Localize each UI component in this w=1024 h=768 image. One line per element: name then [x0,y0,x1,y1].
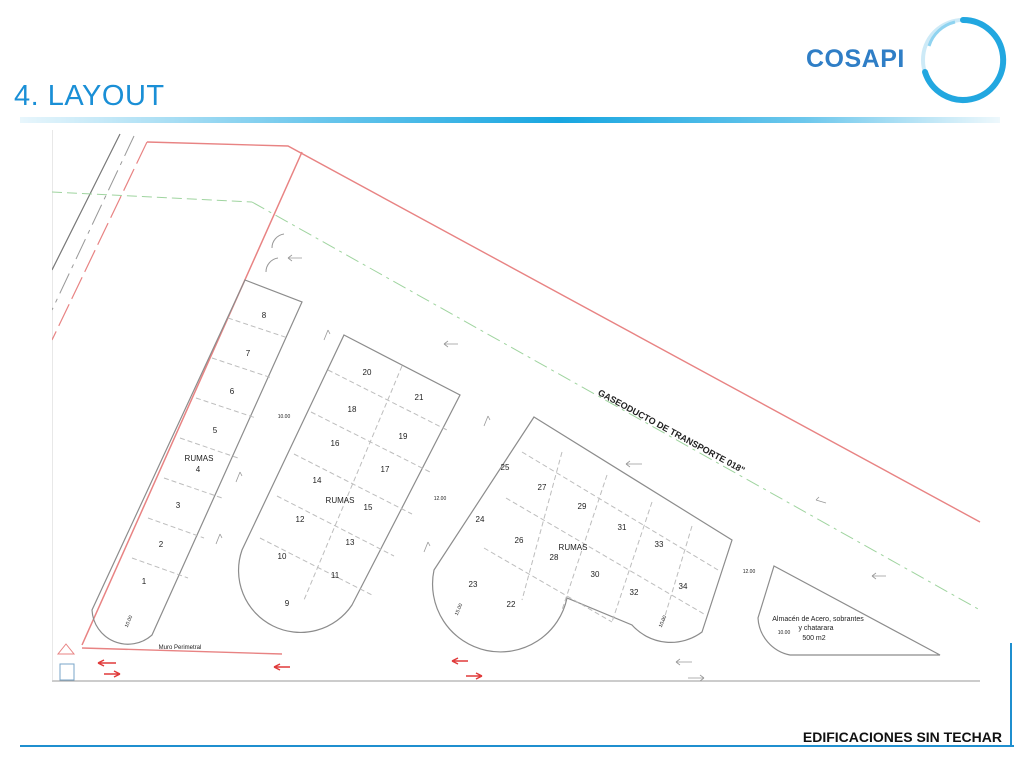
storage-label-line1: Almacén de Acero, sobrantes [772,616,864,623]
rumas-label: RUMAS [558,543,588,552]
dimension-label: 10.00 [123,614,135,629]
ruma-cell-label: 2 [158,540,164,549]
gate-arc [266,258,278,272]
storage-zone-3 [433,417,732,652]
red-traffic-arrows [98,658,482,679]
rumas-label: RUMAS [325,496,355,505]
ruma-cell-label: 32 [629,588,639,597]
cosapi-logo-ring-icon [915,12,1011,108]
ruma-cell-label: 10 [277,552,287,561]
ruma-cell-label: 23 [468,580,478,589]
ruma-cell-label: 12 [295,515,305,524]
ruma-cell-label: 24 [475,515,485,524]
dimension-label: 10.00 [657,614,669,629]
ruma-cell-label: 34 [678,582,688,591]
footer-rule [20,745,1014,747]
ruma-cell-label: 3 [175,501,181,510]
dimension-label: 15.00 [453,602,465,617]
ruma-cell-label: 25 [500,463,510,472]
ruma-cell-label: 21 [414,393,424,402]
ruma-cell-label: 20 [362,368,372,377]
site-layout-plan [52,130,982,686]
ruma-cell-label: 4 [195,465,201,474]
ruma-cell-label: 11 [330,571,340,580]
property-boundary-west [82,152,302,645]
ruma-cell-label: 19 [398,432,408,441]
ruma-cell-label: 18 [347,405,357,414]
steel-storage-area [758,566,940,655]
storage-label-line2: y chatarara [798,625,834,632]
ruma-cell-label: 16 [330,439,340,448]
ruma-cell-label: 31 [617,523,627,532]
storage-label-line3: 500 m2 [802,635,826,642]
dimension-label: 12.00 [742,569,756,575]
road-edge-line [52,134,120,270]
cosapi-logo-text: COSAPI [806,45,905,73]
gate-arc [272,234,284,248]
ruma-cell-label: 17 [380,465,390,474]
ruma-cell-label: 30 [590,570,600,579]
gate-marker [58,644,74,654]
slide-title: 4. LAYOUT [14,80,165,112]
ruma-cell-label: 29 [577,502,587,511]
ruma-cell-label: 6 [229,387,235,396]
dimension-label: 10.00 [277,414,291,420]
ruma-cell-label: 15 [363,503,373,512]
ruma-cell-label: 28 [549,553,559,562]
entrance-gate [60,664,74,680]
ruma-cell-label: 27 [537,483,547,492]
perimeter-wall-label: Muro Perimetral [158,645,202,651]
ruma-cell-label: 33 [654,540,664,549]
rumas-label: RUMAS [184,454,214,463]
ruma-cell-label: 8 [261,311,267,320]
dimension-label: 12.00 [433,496,447,502]
pipeline-line-a [52,192,252,202]
footer-label: EDIFICACIONES SIN TECHAR [802,729,1002,745]
ruma-cell-label: 9 [284,599,290,608]
ruma-cell-label: 13 [345,538,355,547]
storage-zone-2 [239,335,460,632]
ruma-cell-label: 1 [141,577,147,586]
ruma-cell-label: 7 [245,349,251,358]
property-boundary-line [147,142,980,522]
dimension-label: 10.00 [777,630,791,636]
footer-vertical-bar [1010,643,1012,747]
pipeline-label: GASEODUCTO DE TRANSPORTE 018" [596,387,747,476]
ruma-cell-label: 22 [506,600,516,609]
ruma-cell-label: 5 [212,426,218,435]
ruma-cell-label: 26 [514,536,524,545]
title-rule [20,117,1000,123]
ruma-cell-label: 14 [312,476,322,485]
road-centerline [52,136,134,310]
